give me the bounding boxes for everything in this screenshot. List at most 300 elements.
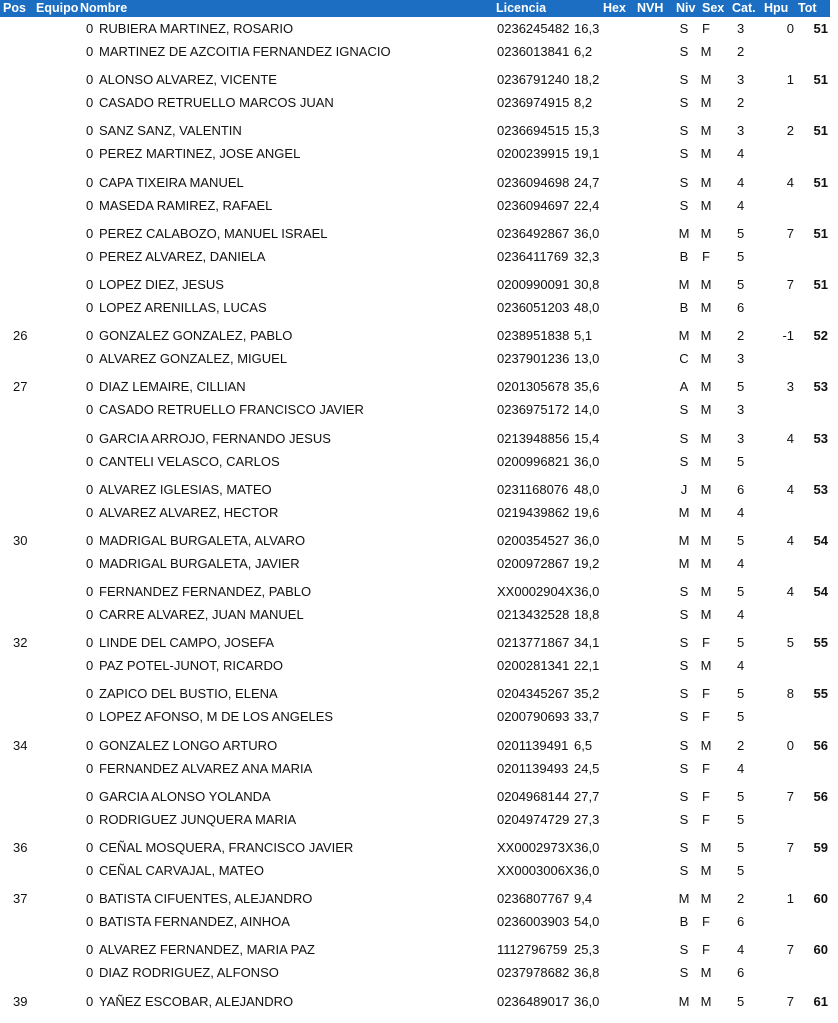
player-row <box>0 529 838 552</box>
player-niv: S <box>679 430 689 446</box>
player-licencia: 0237978682 <box>497 965 570 981</box>
player-cat: 5 <box>737 840 745 855</box>
player-name: PEREZ CALABOZO, MANUEL ISRAEL <box>99 225 328 241</box>
player-equipo: 0 <box>86 737 94 753</box>
player-name: DIAZ RODRIGUEZ, ALFONSO <box>99 965 279 981</box>
player-licencia: 0236411769 <box>497 248 569 264</box>
team-row <box>0 682 838 733</box>
header-nvh: NVH <box>637 1 664 15</box>
player-cat: 5 <box>737 248 745 264</box>
player-name: FERNANDEZ ALVAREZ ANA MARIA <box>99 760 313 776</box>
player-sex: F <box>702 811 710 827</box>
player-sex: M <box>700 555 712 571</box>
player-licencia: 0236492867 <box>497 225 570 241</box>
team-hpu: 0 <box>786 737 794 753</box>
player-equipo: 0 <box>86 891 94 907</box>
player-sex: M <box>700 123 712 139</box>
player-licencia: 0237901236 <box>497 351 570 367</box>
player-hex: 24,5 <box>574 760 600 776</box>
player-licencia: 0231168076 <box>497 481 569 497</box>
player-row <box>0 478 838 501</box>
player-cat: 4 <box>737 504 745 520</box>
player-sex: M <box>700 197 712 213</box>
player-licencia: 0236807767 <box>497 891 570 907</box>
player-hex: 36,0 <box>574 453 600 469</box>
team-hpu: 1 <box>786 891 794 907</box>
player-licencia: 0213771867 <box>497 635 570 651</box>
player-row <box>0 785 838 808</box>
player-cat: 4 <box>737 760 745 776</box>
player-name: GARCIA ALONSO YOLANDA <box>99 788 271 804</box>
player-hex: 8,2 <box>574 95 593 111</box>
team-hpu: 5 <box>786 635 794 651</box>
player-licencia: 0236051203 <box>497 299 570 315</box>
player-row <box>0 990 838 1013</box>
player-row <box>0 757 838 780</box>
player-equipo: 0 <box>86 44 94 59</box>
team-hpu: 4 <box>786 584 794 600</box>
player-row <box>0 705 838 728</box>
player-row <box>0 859 838 882</box>
player-niv: M <box>678 891 690 907</box>
player-licencia: 0200354527 <box>497 532 570 548</box>
player-name: BATISTA FERNANDEZ, AINHOA <box>99 914 290 930</box>
player-name: RODRIGUEZ JUNQUERA MARIA <box>99 811 297 827</box>
player-licencia: 0219439862 <box>497 504 570 520</box>
player-sex: M <box>700 276 712 292</box>
player-equipo: 0 <box>86 146 94 162</box>
player-name: CANTELI VELASCO, CARLOS <box>99 453 280 469</box>
player-equipo: 0 <box>86 532 94 548</box>
player-sex: M <box>700 44 712 59</box>
player-name: MARTINEZ DE AZCOITIA FERNANDEZ IGNACIO <box>99 44 391 59</box>
player-equipo: 0 <box>86 686 94 702</box>
team-hpu: 2 <box>786 123 794 139</box>
team-row <box>0 119 838 170</box>
player-equipo: 0 <box>86 248 94 264</box>
team-hpu: 7 <box>786 993 794 1009</box>
player-name: MADRIGAL BURGALETA, ALVARO <box>99 532 306 548</box>
player-niv: S <box>679 584 689 600</box>
player-licencia: 0200972867 <box>497 555 570 571</box>
player-hex: 25,3 <box>574 942 600 958</box>
header-cat: Cat. <box>732 1 756 15</box>
player-sex: F <box>702 760 710 776</box>
header-pos: Pos <box>3 1 26 15</box>
player-equipo: 0 <box>86 72 94 88</box>
team-total: 59 <box>813 840 828 855</box>
player-sex: M <box>700 430 712 446</box>
player-cat: 3 <box>737 402 745 418</box>
player-row <box>0 887 838 910</box>
player-cat: 5 <box>737 453 745 469</box>
table-header <box>0 0 830 17</box>
player-cat: 5 <box>737 225 745 241</box>
player-equipo: 0 <box>86 504 94 520</box>
player-row <box>0 603 838 626</box>
player-name: PEREZ MARTINEZ, JOSE ANGEL <box>99 146 301 162</box>
team-row <box>0 580 838 631</box>
player-cat: 5 <box>737 993 745 1009</box>
player-cat: 5 <box>737 811 745 827</box>
player-niv: S <box>679 402 689 418</box>
player-licencia: 0236791240 <box>497 72 570 88</box>
player-sex: M <box>700 481 712 497</box>
player-niv: C <box>679 351 689 367</box>
team-total: 53 <box>813 481 828 497</box>
player-cat: 5 <box>737 584 745 600</box>
player-row <box>0 91 838 114</box>
player-niv: M <box>678 276 690 292</box>
player-niv: A <box>679 379 689 395</box>
team-row <box>0 836 838 887</box>
player-row <box>0 17 838 40</box>
player-equipo: 0 <box>86 379 94 395</box>
team-row <box>0 478 838 529</box>
player-row <box>0 734 838 757</box>
player-licencia: 0213432528 <box>497 607 570 623</box>
player-sex: M <box>700 402 712 418</box>
player-equipo: 0 <box>86 174 94 190</box>
player-hex: 27,7 <box>574 788 600 804</box>
player-equipo: 0 <box>86 993 94 1009</box>
player-licencia: 0236094697 <box>497 197 570 213</box>
player-licencia: 0200990091 <box>497 276 570 292</box>
player-sex: M <box>700 351 712 367</box>
team-row <box>0 324 838 375</box>
player-row <box>0 450 838 473</box>
player-row <box>0 142 838 165</box>
team-hpu: 1 <box>786 72 794 88</box>
player-cat: 4 <box>737 555 745 571</box>
player-row <box>0 119 838 142</box>
player-niv: S <box>679 709 689 725</box>
player-cat: 5 <box>737 686 745 702</box>
player-cat: 4 <box>737 146 745 162</box>
team-hpu: 4 <box>786 174 794 190</box>
player-niv: S <box>679 123 689 139</box>
player-equipo: 0 <box>86 840 94 855</box>
player-equipo: 0 <box>86 658 94 674</box>
player-name: ALVAREZ IGLESIAS, MATEO <box>99 481 272 497</box>
player-sex: M <box>700 737 712 753</box>
player-hex: 48,0 <box>574 299 600 315</box>
player-equipo: 0 <box>86 635 94 651</box>
team-row <box>0 990 838 1016</box>
team-total: 51 <box>813 174 828 190</box>
player-licencia: 0204345267 <box>497 686 570 702</box>
player-hex: 19,2 <box>574 555 600 571</box>
player-hex: 35,6 <box>574 379 600 395</box>
player-licencia: 0213948856 <box>497 430 570 446</box>
player-name: ALVAREZ FERNANDEZ, MARIA PAZ <box>99 942 315 958</box>
player-cat: 4 <box>737 197 745 213</box>
player-niv: S <box>679 44 689 59</box>
team-total: 51 <box>813 276 828 292</box>
team-row <box>0 529 838 580</box>
player-niv: M <box>678 555 690 571</box>
team-hpu: 7 <box>786 225 794 241</box>
player-licencia: 1112796759 <box>497 942 568 958</box>
player-licencia: 0200996821 <box>497 453 570 469</box>
player-cat: 4 <box>737 607 745 623</box>
player-name: RUBIERA MARTINEZ, ROSARIO <box>99 21 294 36</box>
player-sex: F <box>702 914 710 930</box>
team-hpu: 7 <box>786 276 794 292</box>
player-hex: 22,4 <box>574 197 600 213</box>
player-row <box>0 273 838 296</box>
player-sex: M <box>700 453 712 469</box>
player-name: ALVAREZ GONZALEZ, MIGUEL <box>99 351 288 367</box>
player-licencia: 0236694515 <box>497 123 570 139</box>
player-niv: S <box>679 21 689 36</box>
player-name: BATISTA CIFUENTES, ALEJANDRO <box>99 891 313 907</box>
player-cat: 3 <box>737 351 745 367</box>
player-sex: F <box>702 635 710 651</box>
player-sex: M <box>700 328 712 344</box>
player-niv: S <box>679 965 689 981</box>
player-row <box>0 682 838 705</box>
player-sex: M <box>700 72 712 88</box>
player-equipo: 0 <box>86 351 94 367</box>
player-licencia: XX0003006X <box>497 863 574 878</box>
player-licencia: 0238951838 <box>497 328 570 344</box>
player-name: CAPA TIXEIRA MANUEL <box>99 174 244 190</box>
team-row <box>0 427 838 478</box>
player-name: LOPEZ AFONSO, M DE LOS ANGELES <box>99 709 334 725</box>
player-licencia: 0236245482 <box>497 21 570 36</box>
player-row <box>0 375 838 398</box>
team-total: 51 <box>813 21 828 36</box>
player-cat: 3 <box>737 72 745 88</box>
team-hpu: 7 <box>786 840 794 855</box>
player-row <box>0 296 838 319</box>
player-licencia: 0200239915 <box>497 146 570 162</box>
player-licencia: 0236003903 <box>497 914 570 930</box>
player-row <box>0 347 838 370</box>
team-total: 51 <box>813 72 828 88</box>
player-licencia: 0236975172 <box>497 402 570 418</box>
player-sex: M <box>700 504 712 520</box>
player-row <box>0 552 838 575</box>
player-licencia: 0201139493 <box>497 760 569 776</box>
team-row <box>0 171 838 222</box>
player-hex: 18,2 <box>574 72 600 88</box>
player-licencia: 0200281341 <box>497 658 570 674</box>
player-hex: 19,1 <box>574 146 600 162</box>
team-total: 54 <box>813 532 828 548</box>
player-sex: M <box>700 658 712 674</box>
team-row <box>0 222 838 273</box>
player-name: MASEDA RAMIREZ, RAFAEL <box>99 197 273 213</box>
player-cat: 6 <box>737 965 745 981</box>
player-sex: M <box>700 299 712 315</box>
player-niv: J <box>680 481 688 497</box>
team-position: 32 <box>13 635 28 651</box>
player-name: LOPEZ DIEZ, JESUS <box>99 276 224 292</box>
player-sex: M <box>700 584 712 600</box>
player-row <box>0 222 838 245</box>
player-sex: M <box>700 891 712 907</box>
player-equipo: 0 <box>86 430 94 446</box>
team-hpu: 4 <box>786 532 794 548</box>
player-name: FERNANDEZ FERNANDEZ, PABLO <box>99 584 312 600</box>
player-hex: 15,4 <box>574 430 600 446</box>
team-position: 39 <box>13 993 28 1009</box>
player-niv: S <box>679 174 689 190</box>
player-name: GONZALEZ LONGO ARTURO <box>99 737 278 753</box>
player-niv: S <box>679 760 689 776</box>
player-sex: M <box>700 225 712 241</box>
player-sex: M <box>700 379 712 395</box>
team-hpu: 3 <box>786 379 794 395</box>
player-niv: S <box>679 607 689 623</box>
team-total: 60 <box>813 891 828 907</box>
player-equipo: 0 <box>86 863 94 878</box>
team-total: 51 <box>813 225 828 241</box>
player-sex: F <box>702 21 710 36</box>
player-name: SANZ SANZ, VALENTIN <box>99 123 242 139</box>
player-cat: 4 <box>737 658 745 674</box>
player-equipo: 0 <box>86 402 94 418</box>
player-equipo: 0 <box>86 607 94 623</box>
player-hex: 36,0 <box>574 532 600 548</box>
team-total: 54 <box>813 584 828 600</box>
player-hex: 32,3 <box>574 248 600 264</box>
player-cat: 2 <box>737 737 745 753</box>
player-cat: 6 <box>737 481 745 497</box>
team-row <box>0 887 838 938</box>
player-hex: 34,1 <box>574 635 600 651</box>
player-sex: M <box>700 174 712 190</box>
player-name: GARCIA ARROJO, FERNANDO JESUS <box>99 430 331 446</box>
player-row <box>0 654 838 677</box>
player-cat: 3 <box>737 21 745 36</box>
team-hpu: 7 <box>786 942 794 958</box>
player-cat: 5 <box>737 863 745 878</box>
player-cat: 2 <box>737 44 745 59</box>
player-cat: 5 <box>737 379 745 395</box>
player-row <box>0 324 838 347</box>
team-hpu: -1 <box>782 328 794 344</box>
player-hex: 36,0 <box>574 993 600 1009</box>
player-row <box>0 938 838 961</box>
team-total: 52 <box>813 328 828 344</box>
header-equipo: Equipo <box>36 1 79 15</box>
player-row <box>0 427 838 450</box>
player-name: ALONSO ALVAREZ, VICENTE <box>99 72 277 88</box>
team-position: 30 <box>13 532 28 548</box>
player-name: CASADO RETRUELLO FRANCISCO JAVIER <box>99 402 364 418</box>
player-cat: 4 <box>737 942 745 958</box>
player-niv: S <box>679 737 689 753</box>
player-sex: M <box>700 532 712 548</box>
team-row <box>0 68 838 119</box>
player-hex: 27,3 <box>574 811 600 827</box>
player-cat: 6 <box>737 299 745 315</box>
player-row <box>0 961 838 984</box>
player-hex: 16,3 <box>574 21 600 36</box>
team-hpu: 4 <box>786 481 794 497</box>
player-sex: M <box>700 607 712 623</box>
player-hex: 5,1 <box>574 328 593 344</box>
player-name: MADRIGAL BURGALETA, JAVIER <box>99 555 300 571</box>
player-equipo: 0 <box>86 95 94 111</box>
player-licencia: 0236489017 <box>497 993 570 1009</box>
player-niv: B <box>679 248 689 264</box>
player-row <box>0 194 838 217</box>
team-position: 27 <box>13 379 28 395</box>
player-hex: 6,5 <box>574 737 593 753</box>
player-cat: 5 <box>737 532 745 548</box>
player-sex: F <box>702 788 710 804</box>
player-niv: M <box>678 532 690 548</box>
player-row <box>0 808 838 831</box>
header-niv: Niv <box>676 1 696 15</box>
team-position: 37 <box>13 891 28 907</box>
team-row <box>0 273 838 324</box>
player-equipo: 0 <box>86 276 94 292</box>
player-hex: 19,6 <box>574 504 600 520</box>
player-niv: S <box>679 658 689 674</box>
player-niv: S <box>679 146 689 162</box>
player-niv: M <box>678 993 690 1009</box>
player-name: CEÑAL CARVAJAL, MATEO <box>99 863 264 878</box>
team-hpu: 8 <box>786 686 794 702</box>
player-hex: 36,8 <box>574 965 600 981</box>
player-hex: 33,7 <box>574 709 600 725</box>
player-cat: 2 <box>737 891 745 907</box>
player-name: DIAZ LEMAIRE, CILLIAN <box>99 379 246 395</box>
player-cat: 5 <box>737 709 745 725</box>
player-equipo: 0 <box>86 788 94 804</box>
header-licencia: Licencia <box>496 1 547 15</box>
player-row <box>0 836 838 859</box>
player-name: PEREZ ALVAREZ, DANIELA <box>99 248 266 264</box>
player-niv: M <box>678 328 690 344</box>
player-licencia: 0204974729 <box>497 811 570 827</box>
player-niv: M <box>678 504 690 520</box>
player-niv: S <box>679 863 689 878</box>
player-row <box>0 68 838 91</box>
player-niv: S <box>679 72 689 88</box>
player-hex: 30,8 <box>574 276 600 292</box>
player-niv: S <box>679 811 689 827</box>
player-equipo: 0 <box>86 760 94 776</box>
team-position: 26 <box>13 328 28 344</box>
team-row <box>0 375 838 426</box>
player-sex: M <box>700 95 712 111</box>
player-niv: S <box>679 635 689 651</box>
player-sex: M <box>700 863 712 878</box>
team-total: 51 <box>813 123 828 139</box>
header-hex: Hex <box>603 1 626 15</box>
team-total: 60 <box>813 942 828 958</box>
player-row <box>0 398 838 421</box>
player-niv: S <box>679 840 689 855</box>
player-equipo: 0 <box>86 197 94 213</box>
player-cat: 3 <box>737 430 745 446</box>
header-tot: Tot <box>798 1 817 15</box>
player-sex: F <box>702 686 710 702</box>
player-niv: S <box>679 942 689 958</box>
player-cat: 6 <box>737 914 745 930</box>
team-position: 34 <box>13 737 28 753</box>
player-name: CASADO RETRUELLO MARCOS JUAN <box>99 95 334 111</box>
player-equipo: 0 <box>86 123 94 139</box>
player-licencia: 0200790693 <box>497 709 570 725</box>
header-hpu: Hpu <box>764 1 789 15</box>
